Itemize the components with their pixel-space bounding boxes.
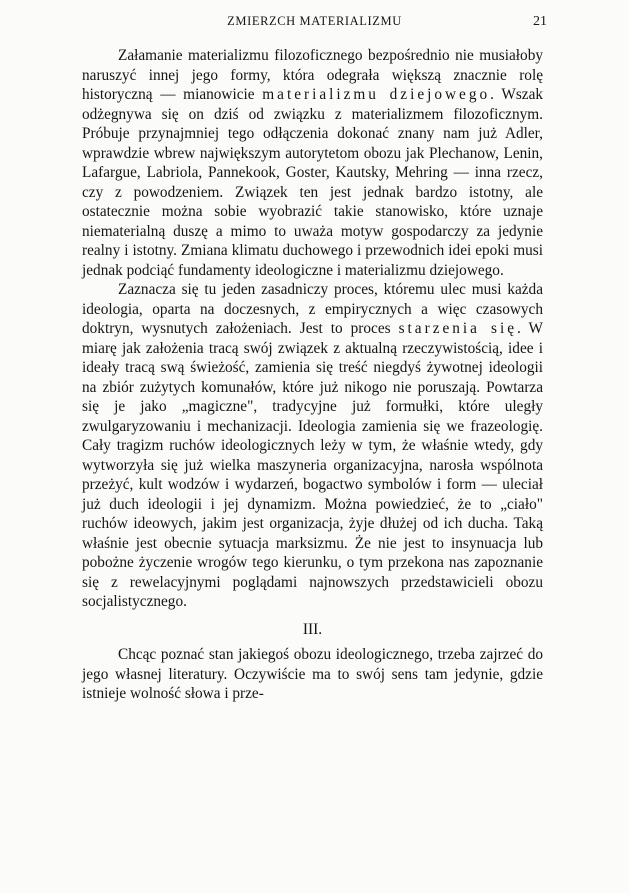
paragraph-2-text-b: . W miarę jak założenia tracą swój związek z aktualną rzeczywistością, idee i ideały tracą swą świeżość, zamienia się treść niegdyś żywotnej ideologii na zbiór zużytych komunałów, które już nikogo nie poruszają. Powtarza się je jako „magiczne", tradycyjne już formułki, które uległy zwulgaryzowaniu i mechanizacji. Ideologia zamienia się we frazeologię. Cały tragizm ruchów ideologicznych leży w tym, że właśnie wtedy, gdy wytworzyła się już wielka maszyneria organizacyjna, narosła wspólnota przeżyć, kult wodzów i wydarzeń, bogactwo symbolów i form — uleciał już duch ideologii i jej dynamizm. Można powiedzieć, że to „ciało" ruchów ideowych, jakim jest organizacja, żyje dłużej od ich ducha. Taką właśnie jest obecnie sytuacja marksizmu. Że nie jest to insynuacja lub pobożne życzenie wrogów tego kierunku, o tym przekona nas zapoznanie się z rewelacyjnymi poglądami najnowszych przedstawicieli obozu socjalistycznego. (82, 320, 543, 610)
paragraph-1 (82, 46, 543, 280)
page-number: 21 (533, 14, 547, 29)
page-header (0, 14, 629, 34)
paragraph-1-text-b: . Wszak odżegnywa się on dziś od związku z materializmem filozoficznym. Próbuje przynajmniej tego odłączenia dokonać znany nam już Adler, wprawdzie wbrew największym autorytetom obozu jak Plechanow, Lenin, Lafargue, Labriola, Pannekook, Goster, Kautsky, Mehring — inna rzecz, czy z powodzeniem. Związek ten jest jednak bardzo istotny, ale ostatecznie można sobie wyobrazić takie stanowisko, które uznaje niematerialną duszę a mimo to uważa motyw gospodarczy za jedynie realny i istotny. Zmiana klimatu duchowego i przewodnich idei epoki musi jednak podciąć fundamenty ideologiczne i materializmu dziejowego. (82, 86, 544, 279)
running-title: ZMIERZCH MATERIALIZMU (227, 14, 402, 28)
emphasis-starzenia-sie: starzenia się (398, 320, 517, 337)
paragraph-1-text-a: Załamanie materializmu filozoficznego bezpośrednio nie musiałoby naruszyć innej jego formy, która odegrała większą znacznie rolę historyczną — mianowicie (82, 47, 543, 103)
paragraph-3: Chcąc poznać stan jakiegoś obozu ideologicznego, trzeba zajrzeć do jego własnej literatury. Oczywiście ma to swój sens tam jedynie, gdzie istnieje wolność słowa i prze- (82, 646, 543, 702)
paragraph-2-text-a: Zaznacza się tu jeden zasadniczy proces, któremu ulec musi każda ideologia, oparta na doczesnych, z empirycznych a więc czasowych doktryn, wysnutych założeniach. Jest to proces (82, 281, 543, 337)
paragraph-2 (82, 280, 543, 612)
section-heading: III. (302, 620, 323, 638)
emphasis-materializmu-dziejowego: materializmu dziejowego (262, 86, 491, 103)
page-body (82, 46, 543, 704)
